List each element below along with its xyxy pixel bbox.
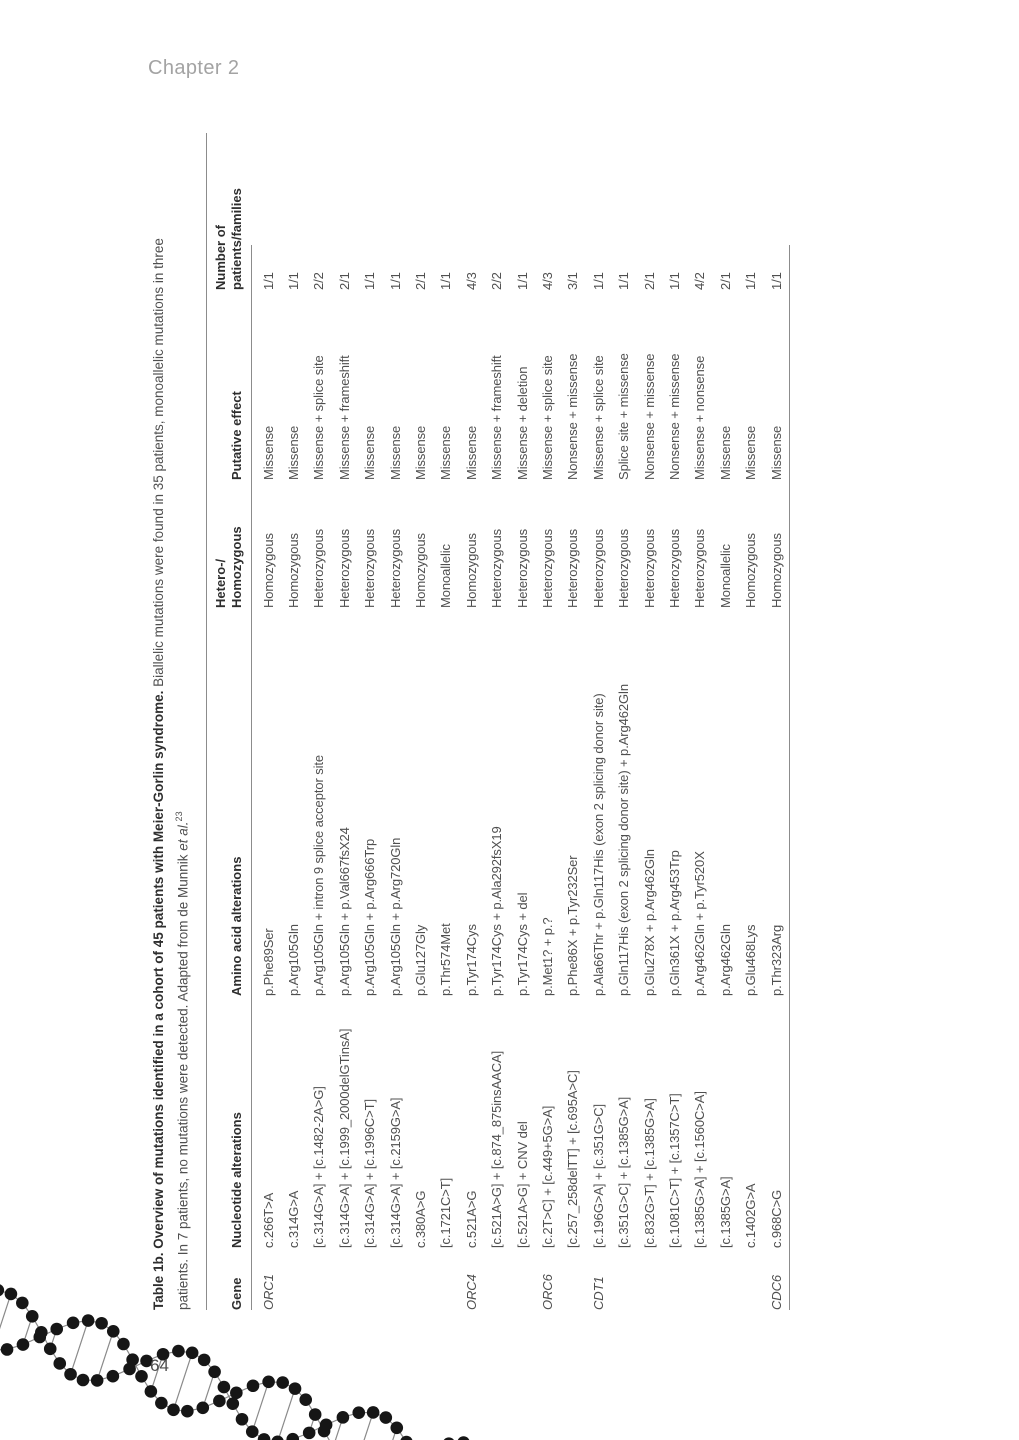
caption-line-2 — [169, 133, 194, 1310]
table-row — [357, 245, 382, 1310]
dna-helix-node — [77, 1374, 90, 1387]
cell-nucleotide: [c.257_258delTT] + [c.695A>C] — [565, 1070, 581, 1248]
dna-helix-node — [123, 1363, 136, 1376]
cell-effect: Missense — [438, 425, 454, 480]
dna-helix-node — [26, 1310, 39, 1323]
cell-effect: Nonsense + missense — [641, 353, 657, 480]
caption-reference: 23 — [174, 811, 184, 822]
table-row — [738, 245, 763, 1310]
table-header-row — [207, 245, 252, 1310]
rotated-table-area — [148, 133, 792, 1310]
table-row — [763, 245, 789, 1310]
mutations-table — [207, 188, 790, 1310]
cell-gene — [713, 1248, 738, 1310]
cell-patients: 2/2 — [489, 272, 505, 290]
dna-helix-node — [286, 1433, 299, 1440]
cell-amino: p.Arg105Gln — [286, 924, 302, 996]
cell-gene: ORC6 — [539, 1274, 555, 1310]
caption-etal: et al. — [175, 821, 191, 851]
cell-nucleotide: [c.521A>G] + [c.874_875insAACA] — [489, 1050, 505, 1248]
cell-gene — [636, 1248, 661, 1310]
cell-amino: p.Ala66Thr + p.Gln117His (exon 2 splicing donor site) — [590, 693, 606, 996]
cell-effect: Missense — [413, 425, 429, 480]
cell-amino: p.Met1? + p.? — [539, 917, 555, 996]
dna-helix-node — [0, 1284, 4, 1297]
dna-helix-node — [271, 1436, 284, 1440]
cell-effect: Missense — [717, 425, 733, 480]
cell-effect: Missense + splice site — [539, 355, 555, 480]
dna-helix-node — [218, 1381, 231, 1394]
dna-helix-node — [320, 1419, 333, 1432]
column-header: Nucleotide alterations — [207, 996, 252, 1248]
cell-nucleotide: c.1402G>A — [743, 1183, 759, 1248]
cell-patients: 1/1 — [514, 272, 530, 290]
dna-helix-node — [181, 1405, 194, 1418]
cell-amino: p.Glu468Lys — [743, 924, 759, 996]
cell-amino: p.Arg105Gln + intron 9 splice acceptor site — [311, 754, 327, 996]
cell-patients: 1/1 — [743, 272, 759, 290]
dna-helix-node — [167, 1404, 180, 1417]
table-row — [662, 245, 687, 1310]
dna-helix-node — [155, 1397, 168, 1410]
dna-helix-node — [17, 1338, 30, 1351]
cell-effect: Missense + splice site — [590, 355, 606, 480]
dna-helix-node — [380, 1411, 393, 1424]
cell-patients: 1/1 — [260, 272, 276, 290]
cell-patients: 3/1 — [565, 272, 581, 290]
cell-gene — [738, 1248, 763, 1310]
rotated-table-content — [148, 133, 792, 1310]
table-row — [484, 245, 509, 1310]
dna-helix-bond — [173, 1353, 192, 1410]
cell-amino: p.Glu127Gly — [413, 924, 429, 996]
table-row — [713, 245, 738, 1310]
cell-zygosity: Heterozygous — [387, 528, 403, 608]
dna-helix-node — [186, 1346, 199, 1359]
cell-nucleotide: [c.314G>A] + [c.2159G>A] — [387, 1097, 403, 1248]
table-row — [433, 245, 458, 1310]
cell-gene — [687, 1248, 712, 1310]
cell-nucleotide: [c.314G>A] + [c.1996C>T] — [362, 1099, 378, 1248]
cell-patients: 2/2 — [311, 272, 327, 290]
cell-patients: 2/1 — [413, 272, 429, 290]
cell-zygosity: Heterozygous — [666, 528, 682, 608]
dna-helix-icon — [0, 1280, 560, 1440]
caption-line-1 — [148, 133, 169, 1310]
dna-helix-node — [5, 1288, 18, 1301]
table-row — [251, 245, 281, 1310]
cell-zygosity: Heterozygous — [514, 528, 530, 608]
cell-nucleotide: c.314G>A — [286, 1190, 302, 1248]
cell-nucleotide: [c.1385G>A] — [717, 1176, 733, 1248]
cell-nucleotide: c.521A>G — [463, 1190, 479, 1248]
dna-helix-node — [53, 1357, 66, 1370]
cell-amino: p.Arg105Gln + p.Arg666Trp — [362, 838, 378, 996]
cell-patients: 1/1 — [666, 272, 682, 290]
dna-helix-node — [247, 1379, 260, 1392]
cell-zygosity: Homozygous — [413, 533, 429, 608]
dna-helix-node — [135, 1370, 148, 1383]
table-row — [332, 245, 357, 1310]
dna-helix-node — [262, 1375, 275, 1388]
cell-nucleotide: [c.1385G>A] + [c.1560C>A] — [692, 1091, 708, 1248]
cell-amino: p.Tyr174Cys + del — [514, 892, 530, 996]
cell-zygosity: Heterozygous — [539, 528, 555, 608]
table-row — [509, 245, 534, 1310]
cell-effect: Missense — [286, 425, 302, 480]
column-header: Amino acid alterations — [207, 608, 252, 996]
cell-nucleotide: [c.351G>C] + [c.1385G>A] — [616, 1096, 632, 1248]
dna-helix-node — [50, 1323, 63, 1336]
dna-helix-node — [107, 1370, 120, 1383]
dna-helix-node — [64, 1368, 77, 1381]
cell-nucleotide: c.380A>G — [413, 1190, 429, 1248]
cell-amino: p.Arg105Gln + p.Arg720Gln — [387, 837, 403, 996]
cell-effect: Missense — [260, 425, 276, 480]
table-row — [459, 245, 484, 1310]
dna-helix-node — [258, 1433, 271, 1440]
cell-patients: 2/1 — [641, 272, 657, 290]
dna-helix-node — [299, 1393, 312, 1406]
table-row — [611, 245, 636, 1310]
cell-zygosity: Homozygous — [763, 480, 789, 608]
cell-patients: 4/2 — [692, 272, 708, 290]
cell-zygosity: Heterozygous — [641, 528, 657, 608]
cell-gene — [611, 1248, 636, 1310]
cell-nucleotide: c.266T>A — [260, 1192, 276, 1248]
table-caption — [148, 133, 194, 1310]
cell-patients: 1/1 — [362, 272, 378, 290]
table-row — [306, 245, 331, 1310]
cell-effect: Missense — [743, 425, 759, 480]
table-row — [586, 245, 611, 1310]
cell-patients: 4/3 — [539, 272, 555, 290]
cell-zygosity: Homozygous — [463, 533, 479, 608]
cell-zygosity: Monoallelic — [438, 544, 454, 608]
cell-effect: Missense + nonsense — [692, 355, 708, 480]
cell-effect: Nonsense + missense — [666, 353, 682, 480]
table-row — [636, 245, 661, 1310]
dna-helix-node — [91, 1374, 104, 1387]
cell-zygosity: Heterozygous — [692, 528, 708, 608]
dna-helix-node — [236, 1413, 249, 1426]
cell-patients: 1/1 — [763, 245, 789, 290]
dna-helix-node — [107, 1325, 120, 1338]
cell-amino: p.Gln361X + p.Arg453Trp — [666, 850, 682, 996]
dna-helix-node — [208, 1365, 221, 1378]
cell-nucleotide: [c.1081C>T] + [c.1357C>T] — [666, 1093, 682, 1248]
cell-zygosity: Homozygous — [743, 533, 759, 608]
cell-patients: 1/1 — [438, 272, 454, 290]
table-row — [687, 245, 712, 1310]
cell-effect: Missense — [463, 425, 479, 480]
dna-helix-node — [67, 1317, 80, 1330]
dna-helix-node — [457, 1436, 470, 1440]
cell-effect: Missense — [387, 425, 403, 480]
cell-amino: p.Arg462Gln — [717, 924, 733, 996]
dna-helix-node — [390, 1421, 403, 1434]
cell-effect: Nonsense + missense — [565, 353, 581, 480]
cell-zygosity: Heterozygous — [362, 528, 378, 608]
cell-nucleotide: [c.1721C>T] — [438, 1177, 454, 1248]
cell-nucleotide: [c.521A>G] + CNV del — [514, 1121, 530, 1248]
cell-zygosity: Heterozygous — [590, 528, 606, 608]
dna-helix-node — [117, 1338, 130, 1351]
cell-gene — [560, 1248, 585, 1310]
dna-helix-node — [82, 1314, 95, 1327]
cell-effect: Missense + frameshift — [489, 355, 505, 480]
cell-amino: p.Glu278X + p.Arg462Gln — [641, 849, 657, 996]
chapter-heading: Chapter 2 — [148, 57, 240, 79]
cell-amino: p.Phe86X + p.Tyr232Ser — [565, 855, 581, 996]
cell-zygosity: Homozygous — [260, 533, 276, 608]
table-row — [560, 245, 585, 1310]
dna-helix-node — [95, 1317, 108, 1330]
cell-zygosity: Heterozygous — [311, 528, 327, 608]
dna-helix-node — [44, 1343, 57, 1356]
cell-gene: ORC4 — [463, 1274, 479, 1310]
cell-amino: p.Thr323Arg — [763, 608, 789, 996]
cell-zygosity: Heterozygous — [616, 528, 632, 608]
dna-helix-node — [289, 1382, 302, 1395]
cell-nucleotide: [c.832G>T] + [c.1385G>A] — [641, 1098, 657, 1248]
cell-zygosity: Monoallelic — [717, 544, 733, 608]
cell-effect: Missense + splice site — [311, 355, 327, 480]
table-row — [535, 245, 560, 1310]
cell-zygosity: Heterozygous — [336, 528, 352, 608]
caption-text-1: Biallelic mutations were found in 35 patients, monoallelic mutations in three — [151, 238, 166, 691]
dna-helix-node — [337, 1411, 350, 1424]
dna-helix-node — [230, 1387, 243, 1400]
cell-effect: Missense — [763, 290, 789, 480]
column-header: Gene — [207, 1248, 252, 1310]
cell-effect: Missense — [362, 425, 378, 480]
dna-helix-node — [352, 1406, 365, 1419]
cell-gene — [662, 1248, 687, 1310]
page-number: 64 — [150, 1356, 169, 1375]
cell-effect: Splice site + missense — [616, 353, 632, 480]
dna-helix-node — [246, 1425, 259, 1438]
dna-helix-bond — [278, 1389, 295, 1440]
dna-helix-node — [172, 1345, 185, 1358]
cell-nucleotide: [c.196G>A] + [c.351G>C] — [590, 1103, 606, 1248]
cell-zygosity: Homozygous — [286, 533, 302, 608]
dna-helix-node — [226, 1397, 239, 1410]
dna-helix-node — [367, 1406, 380, 1419]
cell-effect: Missense + deletion — [514, 366, 530, 480]
dna-helix-bond — [0, 1294, 11, 1350]
column-header: Hetero-/ Homozygous — [207, 480, 252, 608]
dna-helix-node — [1, 1343, 14, 1356]
cell-patients: 1/1 — [590, 272, 606, 290]
cell-patients: 1/1 — [616, 272, 632, 290]
cell-patients: 2/1 — [717, 272, 733, 290]
dna-helix-node — [16, 1297, 29, 1310]
cell-gene: CDT1 — [590, 1276, 606, 1310]
dna-helix-node — [196, 1401, 209, 1414]
dna-helix-node — [35, 1326, 48, 1339]
cell-nucleotide: [c.2T>C] + [c.449+5G>A] — [539, 1105, 555, 1248]
cell-patients: 1/1 — [286, 272, 302, 290]
cell-amino: p.Gln117His (exon 2 splicing donor site) + p.Arg462Gln — [616, 684, 632, 996]
cell-zygosity: Heterozygous — [565, 528, 581, 608]
table-row — [382, 245, 407, 1310]
table-row — [281, 245, 306, 1310]
cell-amino: p.Arg105Gln + p.Val667fsX24 — [336, 827, 352, 996]
cell-amino: p.Arg462Gln + p.Tyr520X — [692, 851, 708, 996]
cell-patients: 4/3 — [463, 272, 479, 290]
cell-zygosity: Heterozygous — [489, 528, 505, 608]
cell-nucleotide: [c.314G>A] + [c.1999_2000delGTinsA] — [336, 1028, 352, 1248]
cell-patients: 2/1 — [336, 272, 352, 290]
dna-helix-node — [303, 1427, 316, 1440]
caption-text-2: patients. In 7 patients, no mutations were detected. Adapted from de Munnik — [175, 850, 191, 1310]
dna-helix-node — [198, 1354, 211, 1367]
dna-helix-node — [213, 1395, 226, 1408]
column-header: Putative effect — [207, 290, 252, 480]
cell-amino: p.Thr574Met — [438, 923, 454, 996]
cell-gene: CDC6 — [763, 1248, 789, 1310]
cell-nucleotide: c.968C>G — [763, 996, 789, 1248]
cell-nucleotide: [c.314G>A] + [c.1482-2A>G] — [311, 1086, 327, 1248]
cell-gene: ORC1 — [260, 1274, 276, 1310]
dna-helix-node — [309, 1408, 322, 1421]
caption-title: Table 1b. Overview of mutations identified in a cohort of 45 patients with Meier-Gorlin syndrome. — [151, 690, 166, 1310]
cell-amino: p.Phe89Ser — [260, 928, 276, 996]
cell-amino: p.Tyr174Cys — [463, 924, 479, 996]
cell-effect: Missense + frameshift — [336, 355, 352, 480]
cell-patients: 1/1 — [387, 272, 403, 290]
cell-amino: p.Tyr174Cys + p.Ala292fsX19 — [489, 826, 505, 996]
column-header: Number of patients/families — [207, 245, 252, 290]
table-row — [408, 245, 433, 1310]
dna-helix-node — [276, 1376, 289, 1389]
dna-helix-node — [145, 1385, 158, 1398]
